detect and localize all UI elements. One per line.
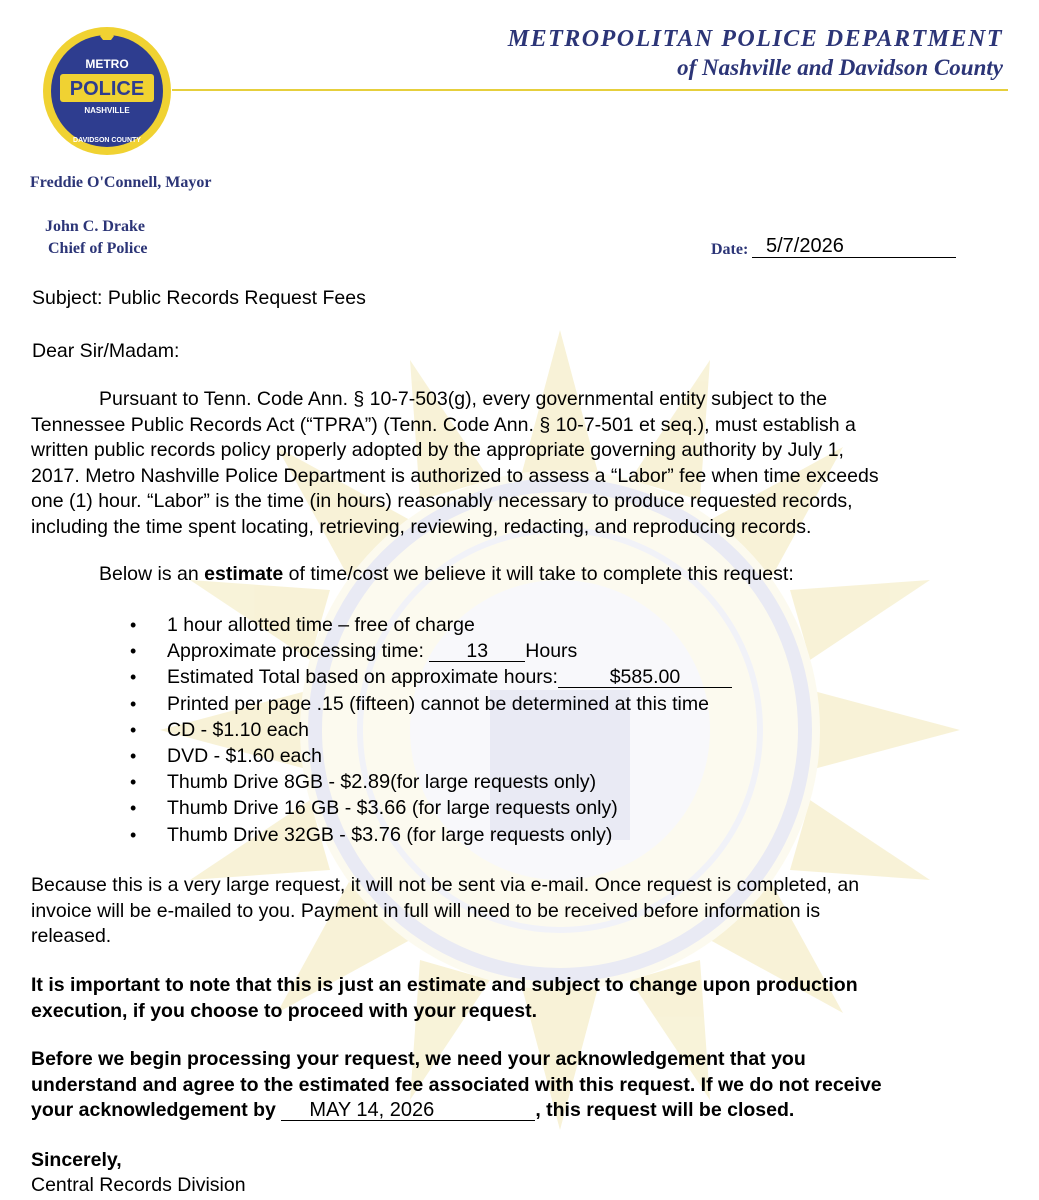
thumb16-label: Thumb Drive 16 GB - $	[167, 797, 368, 820]
processing-label: Approximate processing time:	[167, 640, 430, 663]
fee-item-thumb-16gb	[130, 795, 732, 821]
ack-line: Before we begin processing your request, we need your acknowledgement that you	[31, 1048, 806, 1070]
seal-text-top: METRO	[85, 57, 129, 71]
processing-hours-value: 13	[429, 641, 525, 662]
acknowledgement-paragraph	[31, 1047, 1011, 1124]
thumb32-note: (for large requests only)	[401, 823, 613, 846]
date-value: 5/7/2026	[752, 235, 956, 258]
estimate-note-paragraph	[31, 973, 991, 1024]
salutation: Dear Sir/Madam:	[32, 340, 180, 362]
estimate-intro	[99, 562, 794, 588]
subject-line: Subject: Public Records Request Fees	[32, 287, 366, 309]
ack-line-last	[31, 1098, 1011, 1124]
seal-text-bottom: DAVIDSON COUNTY	[73, 137, 141, 144]
large-request-line: Because this is a very large request, it will not be sent via e-mail. Once request is completed, an	[31, 874, 860, 896]
printed-text: Printed per page .15 (fifteen) cannot be determined at this time	[167, 692, 709, 715]
department-name: METROPOLITAN POLICE DEPARTMENT	[507, 26, 1003, 52]
seal-text-sub: NASHVILLE	[84, 106, 130, 115]
fee-item-thumb-8gb	[130, 769, 732, 795]
body-line: including the time spent locating, retrieving, reviewing, redacting, and reproducing records.	[31, 515, 812, 538]
police-seal-logo	[40, 24, 175, 159]
total-label: Estimated Total based on approximate hours:	[167, 666, 558, 689]
ack-last-after: , this request will be closed.	[535, 1099, 795, 1121]
body-line: Pursuant to Tenn. Code Ann. § 10-7-503(g), every governmental entity subject to the	[99, 388, 828, 410]
fee-item-cd	[130, 717, 732, 743]
date-label: Date:	[711, 241, 749, 258]
cd-text: CD - $1.10 each	[167, 718, 309, 741]
department-county: of Nashville and Davidson County	[677, 55, 1003, 80]
mayor-name: Freddie O'Connell, Mayor	[30, 174, 212, 191]
large-request-line: released.	[31, 925, 112, 947]
large-request-paragraph	[31, 873, 991, 950]
fee-item-processing	[130, 638, 732, 664]
note-line: It is important to note that this is just an estimate and subject to change upon production	[31, 974, 858, 996]
chief-title: Chief of Police	[48, 240, 148, 257]
thumb32-price: 3.76	[362, 823, 402, 846]
closing: Sincerely,	[31, 1149, 122, 1171]
body-line: Tennessee Public Records Act (“TPRA”) (Tenn. Code Ann. § 10-7-501 et seq.), must establish a	[31, 413, 856, 436]
fee-item-thumb-32gb	[130, 822, 732, 848]
header-divider	[172, 89, 1008, 91]
fee-item-allotted	[130, 612, 732, 638]
ack-line: understand and agree to the estimated fee associated with this request. If we do not receive	[31, 1073, 882, 1096]
body-paragraph	[31, 387, 991, 540]
estimate-intro-after: of time/cost we believe it will take to complete this request:	[283, 563, 794, 585]
thumb8-label: Thumb Drive 8GB - $	[167, 771, 352, 794]
chief-name: John C. Drake	[45, 218, 146, 235]
thumb32-label: Thumb Drive 32GB - $	[167, 823, 363, 846]
fee-item-dvd	[130, 743, 732, 769]
dvd-text: DVD - $1.60 each	[167, 745, 323, 768]
fee-item-total	[130, 664, 732, 690]
thumb8-note: (for large requests only)	[390, 771, 597, 794]
ack-deadline-value: MAY 14, 2026	[281, 1100, 535, 1121]
total-value: $585.00	[558, 667, 732, 688]
seal-text-center: POLICE	[69, 78, 145, 100]
body-line: 2017. Metro Nashville Police Department is authorized to assess a “Labor” fee when time exceeds	[31, 464, 879, 487]
large-request-line: invoice will be e-mailed to you. Payment in full will need to be received before information is	[31, 899, 821, 922]
signature-division: Central Records Division	[31, 1174, 246, 1196]
estimate-emphasis: estimate	[204, 563, 284, 585]
estimate-intro-before: Below is an	[99, 563, 205, 585]
body-line: one (1) hour. “Labor” is the time (in hours) reasonably necessary to produce requested records,	[31, 490, 853, 512]
thumb8-price: 2.89	[351, 771, 391, 794]
ack-last-before: your acknowledgement by	[31, 1099, 282, 1121]
thumb16-note: (for large requests only)	[406, 797, 618, 820]
fee-list	[130, 612, 732, 848]
note-line: execution, if you choose to proceed with your request.	[31, 999, 538, 1022]
body-line: written public records policy properly adopted by the appropriate governing authority by July 1,	[31, 439, 844, 461]
fee-item-printed	[130, 691, 732, 717]
processing-unit: Hours	[525, 640, 578, 663]
fee-allotted-text: 1 hour allotted time – free of charge	[167, 614, 475, 636]
thumb16-price: 3.66	[367, 797, 407, 820]
